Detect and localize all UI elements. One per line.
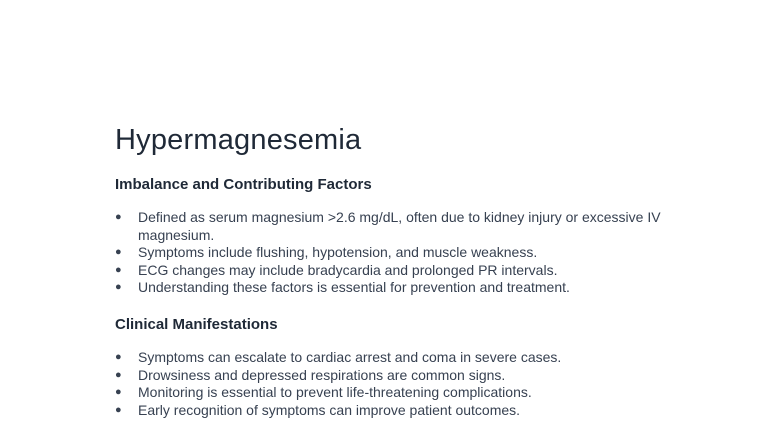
list-item	[115, 262, 675, 280]
slide-title: Hypermagnesemia	[115, 124, 362, 156]
list-item-text: Monitoring is essential to prevent life-threatening complications.	[138, 384, 532, 400]
list-item-text: Early recognition of symptoms can improve patient outcomes.	[138, 401, 521, 418]
bullet-icon: ●	[115, 281, 122, 293]
list-item-text: ECG changes may include bradycardia and prolonged PR intervals.	[138, 261, 558, 278]
bullet-icon: ●	[115, 263, 122, 276]
bullet-icon: ●	[115, 351, 122, 363]
list-item-text: Defined as serum magnesium >2.6 mg/dL, often due to kidney injury or excessive IV magnesium.	[138, 209, 661, 243]
list-item	[115, 244, 675, 262]
list-item-text: Drowsiness and depressed respirations are common signs.	[138, 366, 506, 383]
section-clinical-manifestations	[115, 315, 675, 419]
list-item	[115, 349, 675, 367]
bullet-icon: ●	[115, 403, 122, 416]
list-item-text: Symptoms include flushing, hypotension, and muscle weakness.	[138, 244, 538, 260]
list-item-text: Symptoms can escalate to cardiac arrest and coma in severe cases.	[138, 349, 562, 365]
bullet-icon: ●	[115, 386, 122, 398]
list-item	[115, 209, 675, 244]
section-imbalance-factors	[115, 175, 675, 297]
list-item-text: Understanding these factors is essential for prevention and treatment.	[138, 279, 570, 295]
section-heading: Imbalance and Contributing Factors	[115, 176, 372, 193]
list-item	[115, 402, 675, 420]
bullet-list	[115, 349, 675, 419]
section-heading: Clinical Manifestations	[115, 316, 278, 333]
list-item	[115, 367, 675, 385]
bullet-icon: ●	[115, 246, 122, 258]
bullet-list	[115, 209, 675, 297]
bullet-icon: ●	[115, 211, 122, 223]
bullet-icon: ●	[115, 368, 122, 381]
list-item	[115, 279, 675, 297]
list-item	[115, 384, 675, 402]
